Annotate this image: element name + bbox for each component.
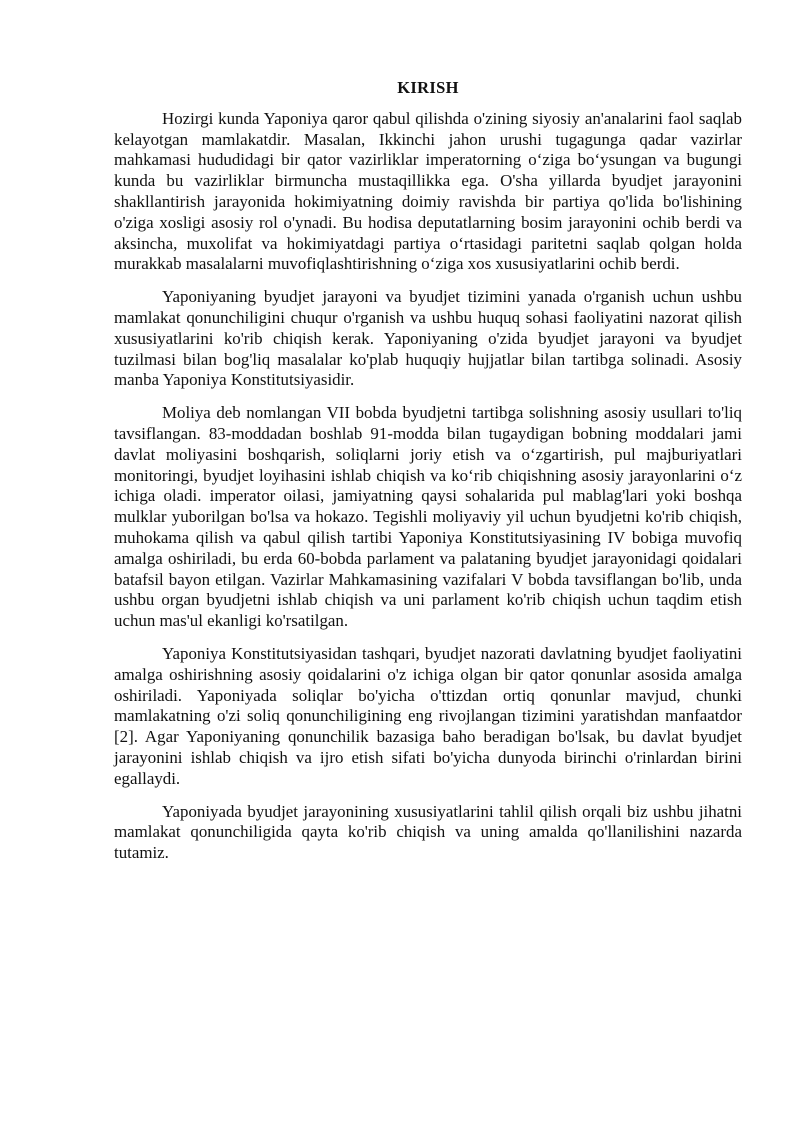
paragraph-4: Yaponiya Konstitutsiyasidan tashqari, byudjet nazorati davlatning byudjet faoliyatini amalga oshirishning asosiy qoidalarini o'z ichiga olgan bir qator qonunlar asosida amalga oshiriladi. Yaponiyada soliqlar bo'yicha o'ttizdan ortiq qonunlar mavjud, chunki mamlakatning o'zi soliq qonunchiligining eng rivojlangan tizimini yaratishdan manfaatdor [2]. Agar Yaponiyaning qonunchilik bazasiga baho beradigan bo'lsak, bu davlat byudjet jarayonini ishlab chiqish va ijro etish sifati bo'yicha dunyoda birinchi o'rinlardan birini egallaydi. [114,643,742,788]
paragraph-5: Yaponiyada byudjet jarayonining xususiyatlarini tahlil qilish orqali biz ushbu jihatni mamlakat qonunchiligida qayta ko'rib chiqish va uning amalda qo'llanilishini nazarda tutamiz. [114,801,742,863]
document-body [114,70,742,876]
paragraph-1: Hozirgi kunda Yaponiya qaror qabul qilishda o'zining siyosiy an'analarini faol saqlab kelayotgan mamlakatdir. Masalan, Ikkinchi jahon urushi tugagunga qadar vazirlar mahkamasi hududidagi bir qator vazirliklar imperatorning o‘ziga bo‘ysungan va bugungi kunda bu vazirliklar birmuncha mustaqillikka ega. O'sha yillarda byudjet jarayonini shakllantirish jarayonida hokimiyatning doimiy ravishda bir partiya qo'lida bo'lishining o'ziga xosligi asosiy rol o'ynadi. Bu hodisa deputatlarning bosim jarayonini ochib berdi va aksincha, muxolifat va hokimiyatdagi partiya o‘rtasidagi paritetni saqlab qolgan holda murakkab masalalarni muvofiqlashtirishning o‘ziga xos xususiyatlarini ochib berdi. [114,108,742,274]
paragraph-3: Moliya deb nomlangan VII bobda byudjetni tartibga solishning asosiy usullari to'liq tavsiflangan. 83-moddadan boshlab 91-modda bilan tugaydigan bobning moddalari jami davlat moliyasini boshqarish, soliqlarni joriy etish va o‘zgartirish, pul majburiyatlari monitoringi, byudjet loyihasini ishlab chiqish va ko‘rib chiqishning asosiy jarayonlarini o‘z ichiga oladi. imperator oilasi, jamiyatning qaysi sohalarida pul mablag'lari yoki boshqa mulklar yuborilgan bo'lsa va hokazo. Tegishli moliyaviy yil uchun byudjetni ko'rib chiqish, muhokama qilish va qabul qilish tartibi Yaponiya Konstitutsiyasining IV bobiga muvofiq amalga oshiriladi, bu erda 60-bobda parlament va palataning byudjet jarayonidagi qoidalari batafsil bayon etilgan. Vazirlar Mahkamasining vazifalari V bobda tavsiflangan bo'lib, unda ushbu organ byudjetni ishlab chiqish va uni parlament ko'rib chiqish uchun taqdim etish uchun mas'ul ekanligi ko'rsatilgan. [114,403,742,631]
section-title: KIRISH [397,78,459,97]
paragraph-2: Yaponiyaning byudjet jarayoni va byudjet tizimini yanada o'rganish uchun ushbu mamlakat qonunchiligini chuqur o'rganish va ushbu huquq sohasi faoliyatini nazorat qilish xususiyatlarini ko'rib chiqish kerak. Yaponiyaning o'zida byudjet jarayoni va byudjet tuzilmasi bilan bog'liq masalalar ko'plab huquqiy hujjatlar bilan tartibga solinadi. Asosiy manba Yaponiya Konstitutsiyasidir. [114,287,742,390]
